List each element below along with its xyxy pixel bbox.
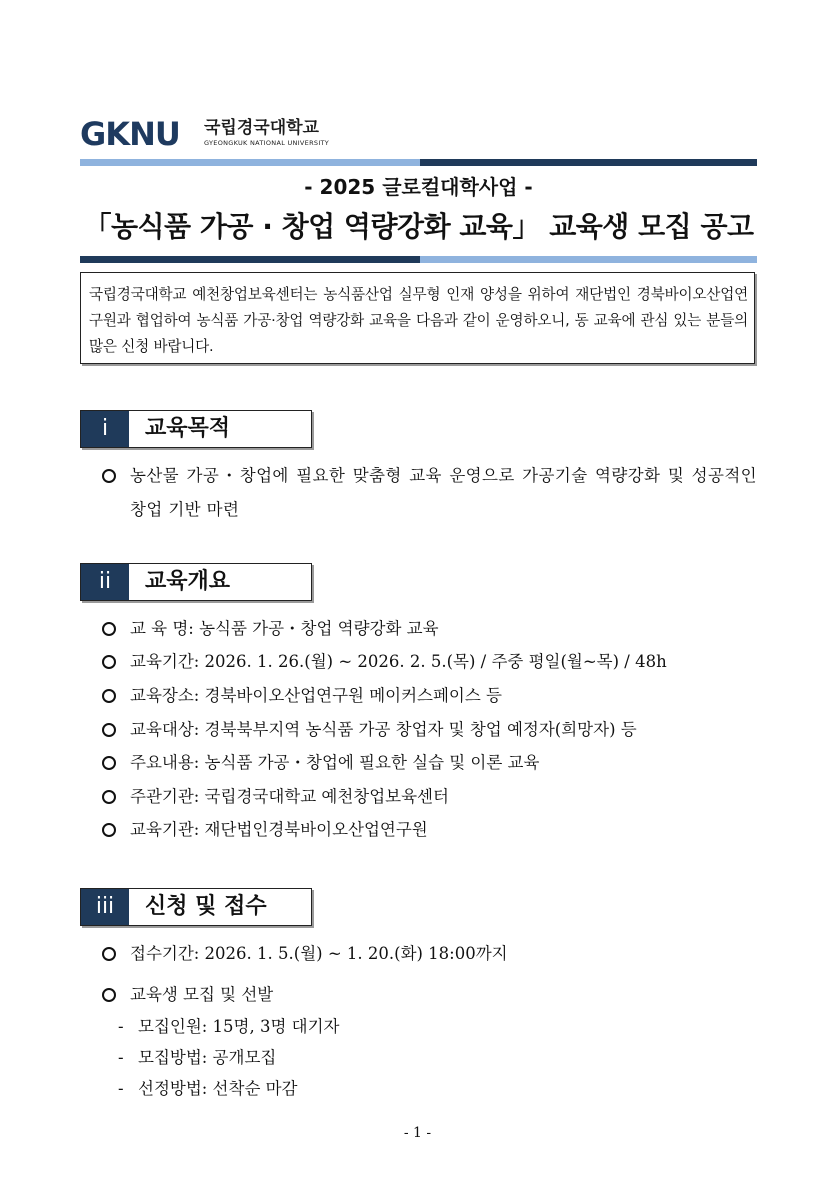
list-item-text: 교육대상: 경북북부지역 농식품 가공 창업자 및 창업 예정자(희망자) 등: [130, 720, 637, 739]
sub-list-item-text: 선정방법: 선착순 마감: [138, 1079, 298, 1098]
header-bar-top-left: [80, 159, 420, 166]
circle-bullet-icon: [102, 723, 116, 737]
circle-bullet-icon: [102, 947, 116, 961]
page-number: - 1 -: [403, 1125, 432, 1141]
list-item-text: 농산물 가공・창업에 필요한 맞춤형 교육 운영으로 가공기술 역량강화 및 성공적인 창업 기반 마련: [130, 466, 757, 519]
section-number: ii: [81, 564, 129, 600]
list-item-text: 주관기관: 국립경국대학교 예천창업보육센터: [130, 787, 449, 806]
list-item-text: 주요내용: 농식품 가공・창업에 필요한 실습 및 이론 교육: [130, 753, 540, 772]
logo-name: 국립경국대학교: [204, 118, 319, 138]
dash-bullet-icon: -: [118, 1017, 124, 1036]
list-item-text: 교육생 모집 및 선발: [130, 985, 274, 1004]
dash-bullet-icon: -: [118, 1048, 124, 1067]
intro-text: 국립경국대학교 예천창업보육센터는 농식품산업 실무형 인재 양성을 위하여 재단법인 경북바이오산업연구원과 협업하여 농식품 가공·창업 역량강화 교육을 다음과 같이 운영하오니, 동 교육에 관심 있는 분들의 많은 신청 바랍니다.: [89, 286, 748, 355]
dash-bullet-icon: -: [118, 1079, 124, 1098]
circle-bullet-icon: [102, 655, 116, 669]
document-subtitle: - 2025 글로컬대학사업 -: [304, 175, 533, 199]
section-header-purpose: [80, 410, 312, 448]
header-bar-bottom-right: [420, 256, 757, 263]
list-item-text: 교육장소: 경북바이오산업연구원 메이커스페이스 등: [130, 686, 502, 705]
sub-list-item-text: 모집방법: 공개모집: [138, 1048, 277, 1067]
section-number: i: [81, 411, 129, 447]
list-item-text: 교육기간: 2026. 1. 26.(월) ~ 2026. 2. 5.(목) / 주중 평일(월~목) / 48h: [130, 652, 667, 671]
list-item-text: 교 육 명: 농식품 가공・창업 역량강화 교육: [130, 619, 439, 638]
circle-bullet-icon: [102, 756, 116, 770]
circle-bullet-icon: [102, 823, 116, 837]
list-item-text: 접수기간: 2026. 1. 5.(월) ~ 1. 20.(화) 18:00까지: [130, 944, 508, 963]
circle-bullet-icon: [102, 689, 116, 703]
circle-bullet-icon: [102, 790, 116, 804]
circle-bullet-icon: [102, 988, 116, 1002]
circle-bullet-icon: [102, 622, 116, 636]
logo-mark: GKNU: [80, 115, 180, 153]
document-title: 「농식품 가공 · 창업 역량강화 교육」 교육생 모집 공고: [83, 210, 754, 243]
section-header-overview: [80, 563, 312, 601]
circle-bullet-icon: [102, 469, 116, 483]
section-number: iii: [81, 889, 129, 925]
section-title: 신청 및 접수: [145, 894, 267, 919]
section-header-application: [80, 888, 312, 926]
logo-subtitle: GYEONGKUK NATIONAL UNIVERSITY: [204, 139, 330, 147]
header-bar-top-right: [420, 159, 757, 166]
section-title: 교육개요: [145, 569, 231, 594]
header-bar-bottom-left: [80, 256, 420, 263]
intro-box: [80, 272, 755, 364]
list-item: [102, 459, 757, 527]
list-item-text: 교육기관: 재단법인경북바이오산업연구원: [130, 820, 428, 839]
section-title: 교육목적: [145, 416, 231, 441]
sub-list-item-text: 모집인원: 15명, 3명 대기자: [138, 1017, 340, 1036]
